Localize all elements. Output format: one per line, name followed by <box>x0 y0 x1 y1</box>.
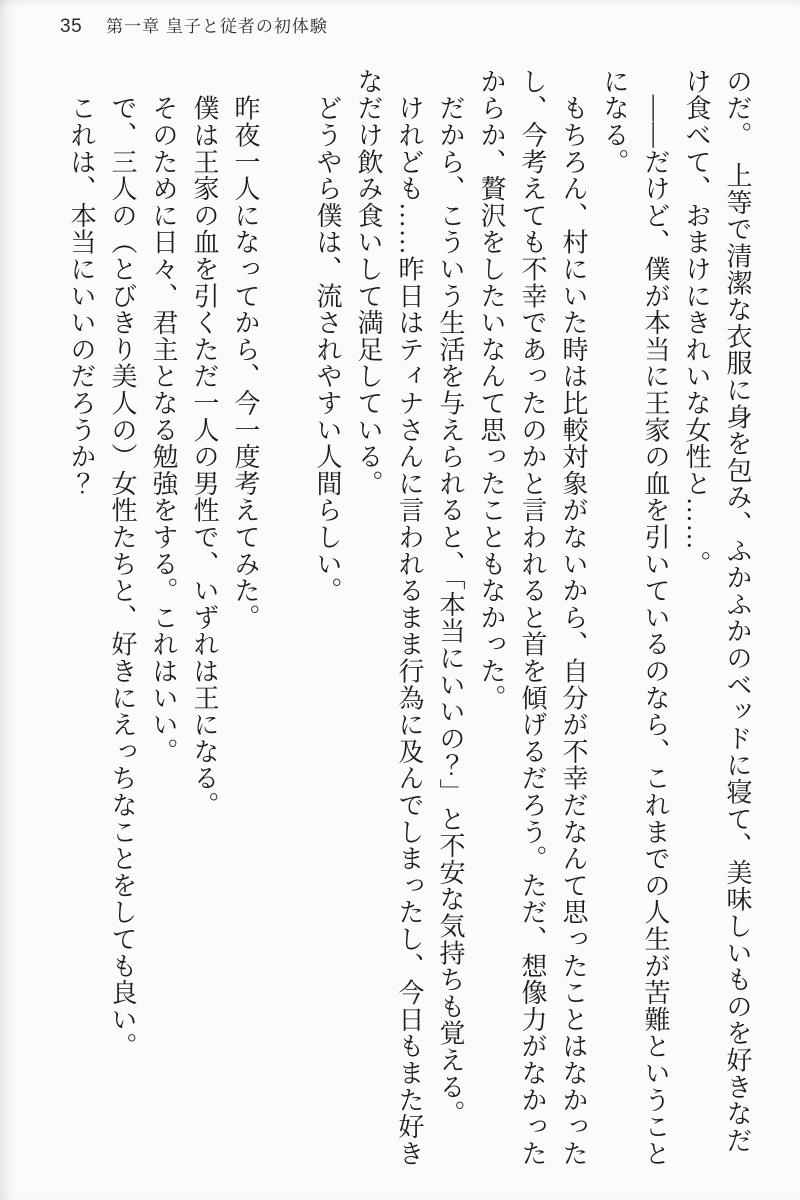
paragraph: もちろん、村にいた時は比較対象がないから、自分が不幸だなんて思ったことはなかったし、今考えても不幸であったのかと言われると首を傾げるだろう。ただ、想像力がなかったからか、贅沢をしたいなんて思ったこともなかった。 <box>477 68 588 1167</box>
paragraph: ――だけど、僕が本当に王家の血を引いているのなら、これまでの人生が苦難ということになる。 <box>600 68 670 1167</box>
paragraph: どうやら僕は、流されやすい人間らしい。 <box>313 68 342 604</box>
page-number: 35 <box>60 16 83 37</box>
paragraph: これは、本当にいいのだろうか？ <box>67 68 96 497</box>
paragraph: けれども……昨日はティナさんに言われるまま行為に及んでしまったし、今日もまた好きなだけ飲み食いして満足している。 <box>354 68 424 1167</box>
paragraph: そのために日々、君主となる勉強をする。これはいい。 <box>149 68 178 765</box>
paragraph: だから、こういう生活を与えられると、「本当にいいの？」と不安な気持ちも覚える。 <box>436 68 465 1127</box>
paragraph: で、三人の（とびきり美人の）女性たちと、好きにえっちなことをしても良い。 <box>108 68 137 1060</box>
running-header <box>60 12 328 38</box>
paragraph: 僕は王家の血を引くただ一人の男性で、いずれは王になる。 <box>190 68 219 819</box>
vertical-text-body <box>61 68 758 1168</box>
paragraph: のだ。 上等で清潔な衣服に身を包み、ふかふかのベッドに寝て、美味しいものを好きなだけ食べて、おまけにきれいな女性と……。 <box>682 68 752 1154</box>
chapter-title: 第一章 皇子と従者の初体験 <box>106 17 328 36</box>
paragraph: 昨夜一人になってから、今一度考えてみた。 <box>231 68 260 631</box>
